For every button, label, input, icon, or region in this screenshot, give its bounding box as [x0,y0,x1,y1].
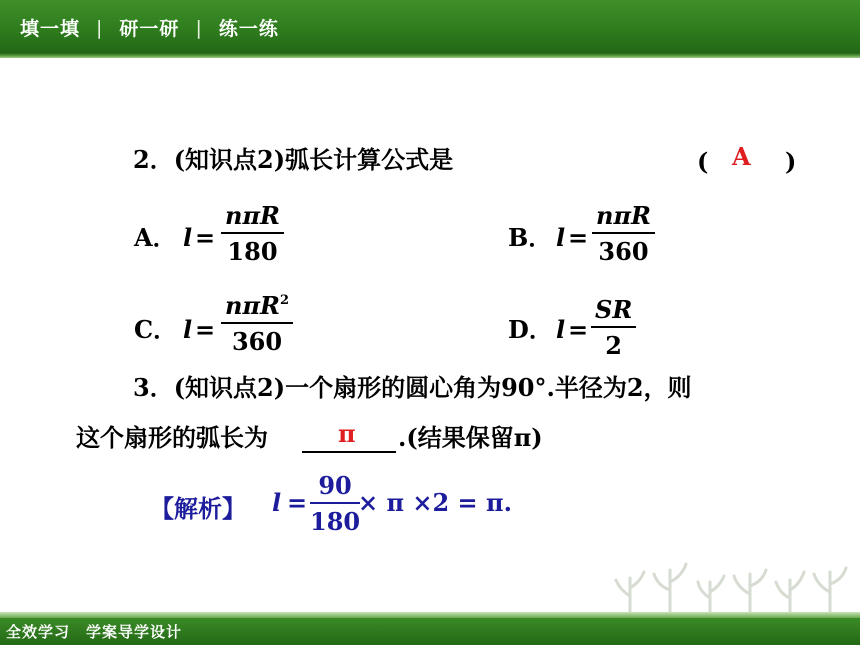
fraction-denominator: 360 [598,237,649,266]
fraction-numerator [221,291,293,322]
question-2-stem: 2．(知识点2)弧长计算公式是 [133,145,454,174]
question-3-answer: π [338,419,356,448]
fraction-denominator: 180 [310,507,361,536]
tab-separator: | [96,16,104,39]
fraction-numerator: 90 [318,471,352,500]
tab-separator: | [195,16,203,39]
answer-paren-close: ) [785,147,797,176]
analysis-fraction [310,471,361,536]
footer-text: 全效学习 学案导学设计 [6,623,183,641]
fraction-denominator: 360 [231,327,283,356]
analysis-eq: = [287,488,308,517]
answer-blank-line [302,451,396,453]
option-c-label: C． [134,315,178,344]
option-c-fraction [221,291,293,356]
analysis-rest: × π ×2 = π. [358,488,512,517]
option-d-eq: = [568,315,589,344]
option-a-label: A． [134,223,177,252]
tab-practice[interactable]: 练一练 [218,18,279,40]
option-d-fraction [591,295,636,360]
question-3-line2-suffix: .(结果保留π) [398,423,543,452]
fraction-denominator: 180 [227,237,278,266]
analysis-var: l [272,488,282,517]
option-c-var: l [183,315,193,344]
option-c-eq: = [195,315,216,344]
option-a-eq: = [195,223,216,252]
fraction-numerator: nπR [596,201,651,230]
section-tabs [20,14,279,41]
fraction-numerator: nπR [225,201,280,230]
option-a-var: l [183,223,193,252]
analysis-tag: 【解析】 [150,495,246,523]
option-a-fraction [221,201,284,266]
tab-study[interactable]: 研一研 [119,18,180,40]
option-b-label: B． [508,223,553,252]
option-b-var: l [556,223,566,252]
plant-decoration-icon [610,560,860,616]
question-3-line1: 3．(知识点2)一个扇形的圆心角为90°.半径为2，则 [133,373,692,402]
option-d-label: D． [508,315,553,344]
top-bar-divider [0,52,860,58]
superscript-power: 2 [279,293,290,308]
numerator-text: nπR [225,291,280,320]
question-2-answer: A [732,142,751,171]
answer-paren-open: ( [697,147,709,176]
fraction-numerator: SR [595,295,633,324]
tab-fill-in[interactable]: 填一填 [20,18,81,40]
option-b-fraction [592,201,655,266]
option-b-eq: = [568,223,589,252]
option-d-var: l [556,315,566,344]
question-3-line2-prefix: 这个扇形的弧长为 [76,423,268,452]
fraction-denominator: 2 [605,331,622,360]
